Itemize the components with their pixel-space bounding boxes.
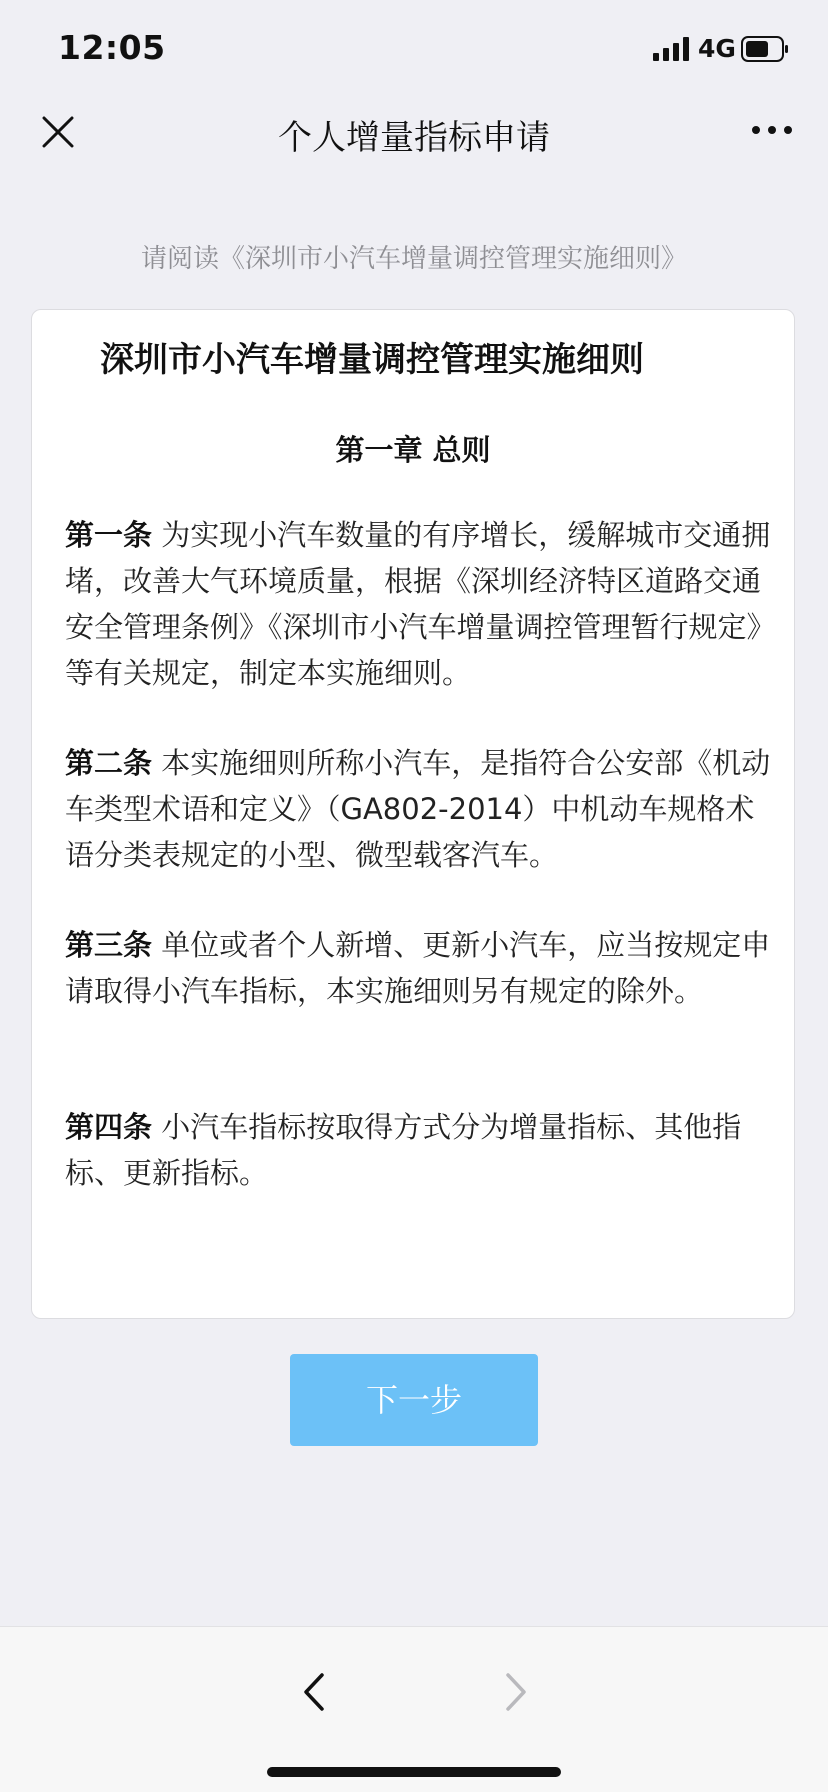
navigation-bar	[0, 96, 828, 178]
article	[65, 740, 775, 878]
article	[65, 512, 775, 696]
reading-instruction: 请阅读《深圳市小汽车增量调控管理实施细则》	[140, 244, 687, 274]
status-bar	[0, 0, 828, 96]
article-label: 第三条	[65, 928, 153, 962]
article-label: 第四条	[65, 1110, 153, 1144]
status-time: 12:05	[58, 28, 166, 67]
next-step-button[interactable]: 下一步	[290, 1354, 538, 1446]
network-type: 4G	[698, 34, 736, 63]
chevron-right-icon[interactable]	[498, 1669, 534, 1715]
article-text: 本实施细则所称小汽车，是指符合公安部《机动车类型术语和定义》（GA802-2014）中机动车规格术语分类表规定的小型、微型载客汽车。	[65, 746, 771, 872]
article-label: 第二条	[65, 746, 153, 780]
article-text: 为实现小汽车数量的有序增长，缓解城市交通拥堵，改善大气环境质量，根据《深圳经济特区道路交通安全管理条例》《深圳市小汽车增量调控管理暂行规定》等有关规定，制定本实施细则。	[65, 518, 771, 690]
chevron-left-icon[interactable]	[296, 1669, 332, 1715]
document-scroll-area[interactable]	[32, 310, 794, 1220]
signal-icon	[653, 37, 691, 61]
home-indicator	[267, 1767, 561, 1777]
article	[65, 922, 775, 1014]
document-card	[31, 309, 795, 1319]
article-text: 小汽车指标按取得方式分为增量指标、其他指标、更新指标。	[65, 1110, 742, 1190]
article-label: 第一条	[65, 518, 153, 552]
page-title: 个人增量指标申请	[278, 118, 550, 158]
article-text: 单位或者个人新增、更新小汽车，应当按规定申请取得小汽车指标，本实施细则另有规定的除外。	[65, 928, 771, 1008]
chapter-title: 第一章 总则	[335, 433, 491, 467]
article	[65, 1104, 775, 1196]
browser-toolbar	[0, 1626, 828, 1792]
battery-icon	[741, 36, 789, 62]
document-title: 深圳市小汽车增量调控管理实施细则	[100, 340, 644, 380]
more-icon[interactable]	[748, 118, 796, 142]
